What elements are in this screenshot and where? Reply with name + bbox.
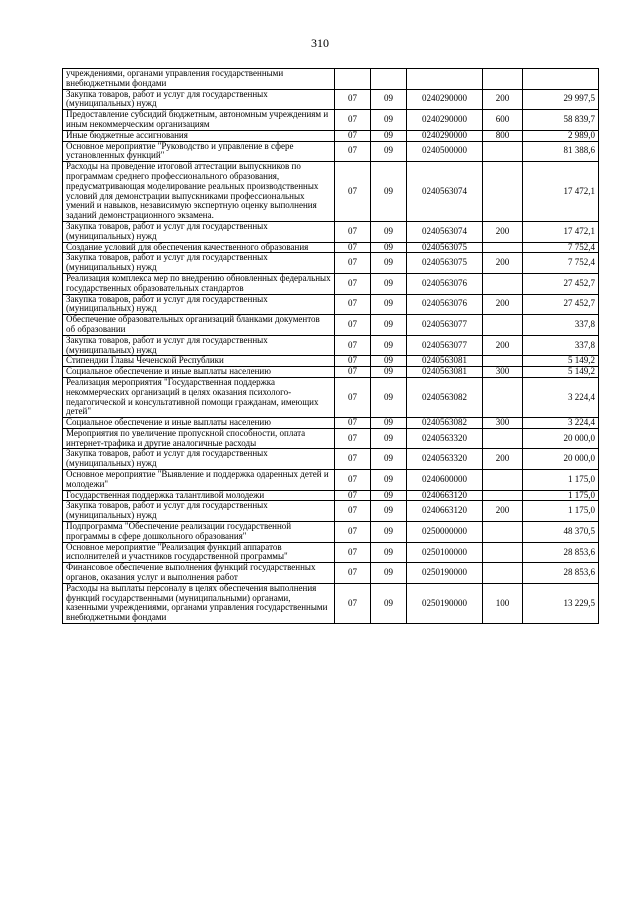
- row-name-cell: Закупка товаров, работ и услуг для государственных (муниципальных) нужд: [63, 221, 335, 242]
- row-section-cell: 07: [335, 141, 371, 162]
- row-expense-type-cell: 300: [483, 418, 523, 429]
- row-amount-cell: 27 452,7: [523, 294, 599, 315]
- row-expense-type-cell: [483, 141, 523, 162]
- row-amount-cell: 58 839,7: [523, 110, 599, 131]
- row-subsection-cell: 09: [371, 377, 407, 417]
- row-section-cell: 07: [335, 470, 371, 491]
- table-row: [63, 315, 599, 336]
- row-expense-type-cell: [483, 522, 523, 543]
- row-target-article-cell: 0240663120: [407, 490, 483, 501]
- row-name-cell: Основное мероприятие "Выявление и поддержка одаренных детей и молодежи": [63, 470, 335, 491]
- row-name-cell: Расходы на проведение итоговой аттестации выпускников по программам среднего профессионального образования, предусматривающая моделирование реальных производственных условий для демонстрации выпускниками профессиональных умений и навыков, независимую экспертную оценку выполнения заданий демонстрационного экзамена.: [63, 162, 335, 222]
- table-row: [63, 428, 599, 449]
- row-target-article-cell: 0240290000: [407, 110, 483, 131]
- table-row: [63, 130, 599, 141]
- table-row: [63, 253, 599, 274]
- row-amount-cell: 1 175,0: [523, 470, 599, 491]
- row-name-cell: учреждениями, органами управления государственными внебюджетными фондами: [63, 69, 335, 90]
- row-section-cell: 07: [335, 315, 371, 336]
- row-section-cell: 07: [335, 542, 371, 563]
- table-row: [63, 89, 599, 110]
- row-amount-cell: 337,8: [523, 335, 599, 356]
- row-subsection-cell: 09: [371, 253, 407, 274]
- row-amount-cell: 13 229,5: [523, 583, 599, 623]
- row-amount-cell: 7 752,4: [523, 253, 599, 274]
- row-name-cell: Закупка товаров, работ и услуг для государственных (муниципальных) нужд: [63, 253, 335, 274]
- row-amount-cell: 3 224,4: [523, 418, 599, 429]
- row-section-cell: 07: [335, 130, 371, 141]
- row-expense-type-cell: [483, 273, 523, 294]
- row-name-cell: Реализация мероприятия "Государственная поддержка некоммерческих организаций в целях оказания психолого-педагогической и консультативной помощи гражданам, имеющих детей": [63, 377, 335, 417]
- row-expense-type-cell: [483, 470, 523, 491]
- row-target-article-cell: 0240563081: [407, 367, 483, 378]
- row-section-cell: 07: [335, 110, 371, 131]
- row-name-cell: Расходы на выплаты персоналу в целях обеспечения выполнения функций государственными (муниципальными) органами, казенными учреждениями, органами управления государственными внебюджетными фондами: [63, 583, 335, 623]
- row-expense-type-cell: [483, 69, 523, 90]
- table-row: [63, 110, 599, 131]
- row-subsection-cell: 09: [371, 542, 407, 563]
- page-number: 310: [311, 36, 329, 50]
- row-target-article-cell: 0240563320: [407, 449, 483, 470]
- row-amount-cell: 5 149,2: [523, 367, 599, 378]
- row-expense-type-cell: 200: [483, 335, 523, 356]
- row-name-cell: Закупка товаров, работ и услуг для государственных (муниципальных) нужд: [63, 449, 335, 470]
- row-subsection-cell: 09: [371, 501, 407, 522]
- row-target-article-cell: 0250190000: [407, 583, 483, 623]
- row-subsection-cell: 09: [371, 356, 407, 367]
- row-subsection-cell: 09: [371, 315, 407, 336]
- row-subsection-cell: 09: [371, 367, 407, 378]
- row-amount-cell: [523, 69, 599, 90]
- row-name-cell: Социальное обеспечение и иные выплаты населению: [63, 367, 335, 378]
- row-section-cell: 07: [335, 449, 371, 470]
- row-subsection-cell: 09: [371, 294, 407, 315]
- row-expense-type-cell: 600: [483, 110, 523, 131]
- row-subsection-cell: 09: [371, 221, 407, 242]
- row-expense-type-cell: 200: [483, 89, 523, 110]
- row-section-cell: [335, 69, 371, 90]
- row-subsection-cell: 09: [371, 89, 407, 110]
- row-subsection-cell: 09: [371, 522, 407, 543]
- row-name-cell: Социальное обеспечение и иные выплаты населению: [63, 418, 335, 429]
- row-target-article-cell: 0240563075: [407, 242, 483, 253]
- row-name-cell: Закупка товаров, работ и услуг для государственных (муниципальных) нужд: [63, 89, 335, 110]
- row-target-article-cell: 0240563074: [407, 221, 483, 242]
- row-target-article-cell: 0250100000: [407, 542, 483, 563]
- row-name-cell: Закупка товаров, работ и услуг для государственных (муниципальных) нужд: [63, 335, 335, 356]
- row-amount-cell: 17 472,1: [523, 162, 599, 222]
- row-name-cell: Мероприятия по увеличение пропускной способности, оплата интернет-трафика и другие аналогичные расходы: [63, 428, 335, 449]
- row-section-cell: 07: [335, 490, 371, 501]
- table-row: [63, 294, 599, 315]
- row-amount-cell: 20 000,0: [523, 449, 599, 470]
- table-row: [63, 522, 599, 543]
- row-amount-cell: 5 149,2: [523, 356, 599, 367]
- row-target-article-cell: 0240563320: [407, 428, 483, 449]
- row-target-article-cell: 0240500000: [407, 141, 483, 162]
- row-expense-type-cell: [483, 490, 523, 501]
- table-row: [63, 69, 599, 90]
- table-row: [63, 583, 599, 623]
- row-subsection-cell: 09: [371, 418, 407, 429]
- row-target-article-cell: 0240563082: [407, 377, 483, 417]
- row-subsection-cell: 09: [371, 470, 407, 491]
- table-row: [63, 490, 599, 501]
- row-section-cell: 07: [335, 367, 371, 378]
- row-amount-cell: 29 997,5: [523, 89, 599, 110]
- row-expense-type-cell: [483, 377, 523, 417]
- row-expense-type-cell: [483, 356, 523, 367]
- row-expense-type-cell: 200: [483, 221, 523, 242]
- row-amount-cell: 48 370,5: [523, 522, 599, 543]
- row-target-article-cell: 0240563081: [407, 356, 483, 367]
- row-amount-cell: 17 472,1: [523, 221, 599, 242]
- row-expense-type-cell: 200: [483, 449, 523, 470]
- row-name-cell: Государственная поддержка талантливой молодежи: [63, 490, 335, 501]
- row-section-cell: 07: [335, 377, 371, 417]
- row-expense-type-cell: 200: [483, 294, 523, 315]
- row-target-article-cell: 0240563076: [407, 273, 483, 294]
- row-subsection-cell: 09: [371, 490, 407, 501]
- row-section-cell: 07: [335, 356, 371, 367]
- row-section-cell: 07: [335, 294, 371, 315]
- row-amount-cell: 81 388,6: [523, 141, 599, 162]
- row-section-cell: 07: [335, 522, 371, 543]
- row-expense-type-cell: [483, 428, 523, 449]
- table-row: [63, 221, 599, 242]
- row-name-cell: Стипендии Главы Чеченской Республики: [63, 356, 335, 367]
- row-name-cell: Предоставление субсидий бюджетным, автономным учреждениям и иным некоммерческим организациям: [63, 110, 335, 131]
- row-subsection-cell: 09: [371, 583, 407, 623]
- row-section-cell: 07: [335, 501, 371, 522]
- row-subsection-cell: 09: [371, 449, 407, 470]
- row-subsection-cell: 09: [371, 563, 407, 584]
- row-expense-type-cell: 200: [483, 501, 523, 522]
- row-section-cell: 07: [335, 242, 371, 253]
- row-expense-type-cell: 300: [483, 367, 523, 378]
- table-row: [63, 418, 599, 429]
- row-amount-cell: 1 175,0: [523, 501, 599, 522]
- row-expense-type-cell: [483, 242, 523, 253]
- row-name-cell: Финансовое обеспечение выполнения функций государственных органов, оказания услуг и выполнения работ: [63, 563, 335, 584]
- row-amount-cell: 2 989,0: [523, 130, 599, 141]
- row-target-article-cell: 0240290000: [407, 130, 483, 141]
- row-section-cell: 07: [335, 428, 371, 449]
- row-section-cell: 07: [335, 221, 371, 242]
- row-subsection-cell: 09: [371, 162, 407, 222]
- row-amount-cell: 337,8: [523, 315, 599, 336]
- row-target-article-cell: 0250190000: [407, 563, 483, 584]
- row-amount-cell: 7 752,4: [523, 242, 599, 253]
- row-amount-cell: 28 853,6: [523, 542, 599, 563]
- row-amount-cell: 1 175,0: [523, 490, 599, 501]
- budget-table: [62, 68, 599, 624]
- row-section-cell: 07: [335, 253, 371, 274]
- table-row: [63, 141, 599, 162]
- row-section-cell: 07: [335, 418, 371, 429]
- row-target-article-cell: 0240563077: [407, 335, 483, 356]
- table-row: [63, 449, 599, 470]
- row-target-article-cell: 0250000000: [407, 522, 483, 543]
- table-row: [63, 367, 599, 378]
- table-row: [63, 242, 599, 253]
- row-name-cell: Создание условий для обеспечения качественного образования: [63, 242, 335, 253]
- row-subsection-cell: 09: [371, 273, 407, 294]
- row-subsection-cell: 09: [371, 242, 407, 253]
- row-name-cell: Основное мероприятие "Реализация функций аппаратов исполнителей и участников государственной программы": [63, 542, 335, 563]
- budget-table-body: [63, 69, 599, 624]
- row-target-article-cell: 0240663120: [407, 501, 483, 522]
- table-row: [63, 542, 599, 563]
- table-row: [63, 162, 599, 222]
- row-section-cell: 07: [335, 273, 371, 294]
- row-amount-cell: 20 000,0: [523, 428, 599, 449]
- row-target-article-cell: [407, 69, 483, 90]
- row-subsection-cell: [371, 69, 407, 90]
- table-row: [63, 563, 599, 584]
- row-name-cell: Обеспечение образовательных организаций бланками документов об образовании: [63, 315, 335, 336]
- row-target-article-cell: 0240563082: [407, 418, 483, 429]
- table-row: [63, 470, 599, 491]
- row-section-cell: 07: [335, 162, 371, 222]
- table-row: [63, 377, 599, 417]
- row-expense-type-cell: 200: [483, 253, 523, 274]
- row-subsection-cell: 09: [371, 141, 407, 162]
- row-expense-type-cell: [483, 162, 523, 222]
- row-target-article-cell: 0240563077: [407, 315, 483, 336]
- table-row: [63, 335, 599, 356]
- row-amount-cell: 28 853,6: [523, 563, 599, 584]
- row-target-article-cell: 0240563074: [407, 162, 483, 222]
- row-target-article-cell: 0240600000: [407, 470, 483, 491]
- row-target-article-cell: 0240563075: [407, 253, 483, 274]
- row-name-cell: Подпрограмма "Обеспечение реализации государственной программы в сфере дошкольного образования": [63, 522, 335, 543]
- row-subsection-cell: 09: [371, 428, 407, 449]
- row-name-cell: Закупка товаров, работ и услуг для государственных (муниципальных) нужд: [63, 294, 335, 315]
- row-subsection-cell: 09: [371, 130, 407, 141]
- row-expense-type-cell: [483, 542, 523, 563]
- row-expense-type-cell: [483, 315, 523, 336]
- row-section-cell: 07: [335, 583, 371, 623]
- row-amount-cell: 3 224,4: [523, 377, 599, 417]
- table-row: [63, 273, 599, 294]
- table-row: [63, 501, 599, 522]
- row-name-cell: Реализация комплекса мер по внедрению обновленных федеральных государственных образовательных стандартов: [63, 273, 335, 294]
- row-name-cell: Закупка товаров, работ и услуг для государственных (муниципальных) нужд: [63, 501, 335, 522]
- row-section-cell: 07: [335, 563, 371, 584]
- row-expense-type-cell: 100: [483, 583, 523, 623]
- row-subsection-cell: 09: [371, 110, 407, 131]
- row-target-article-cell: 0240563076: [407, 294, 483, 315]
- table-row: [63, 356, 599, 367]
- row-subsection-cell: 09: [371, 335, 407, 356]
- row-expense-type-cell: 800: [483, 130, 523, 141]
- row-section-cell: 07: [335, 335, 371, 356]
- row-name-cell: Основное мероприятие "Руководство и управление в сфере установленных функций": [63, 141, 335, 162]
- row-expense-type-cell: [483, 563, 523, 584]
- row-target-article-cell: 0240290000: [407, 89, 483, 110]
- row-section-cell: 07: [335, 89, 371, 110]
- row-name-cell: Иные бюджетные ассигнования: [63, 130, 335, 141]
- row-amount-cell: 27 452,7: [523, 273, 599, 294]
